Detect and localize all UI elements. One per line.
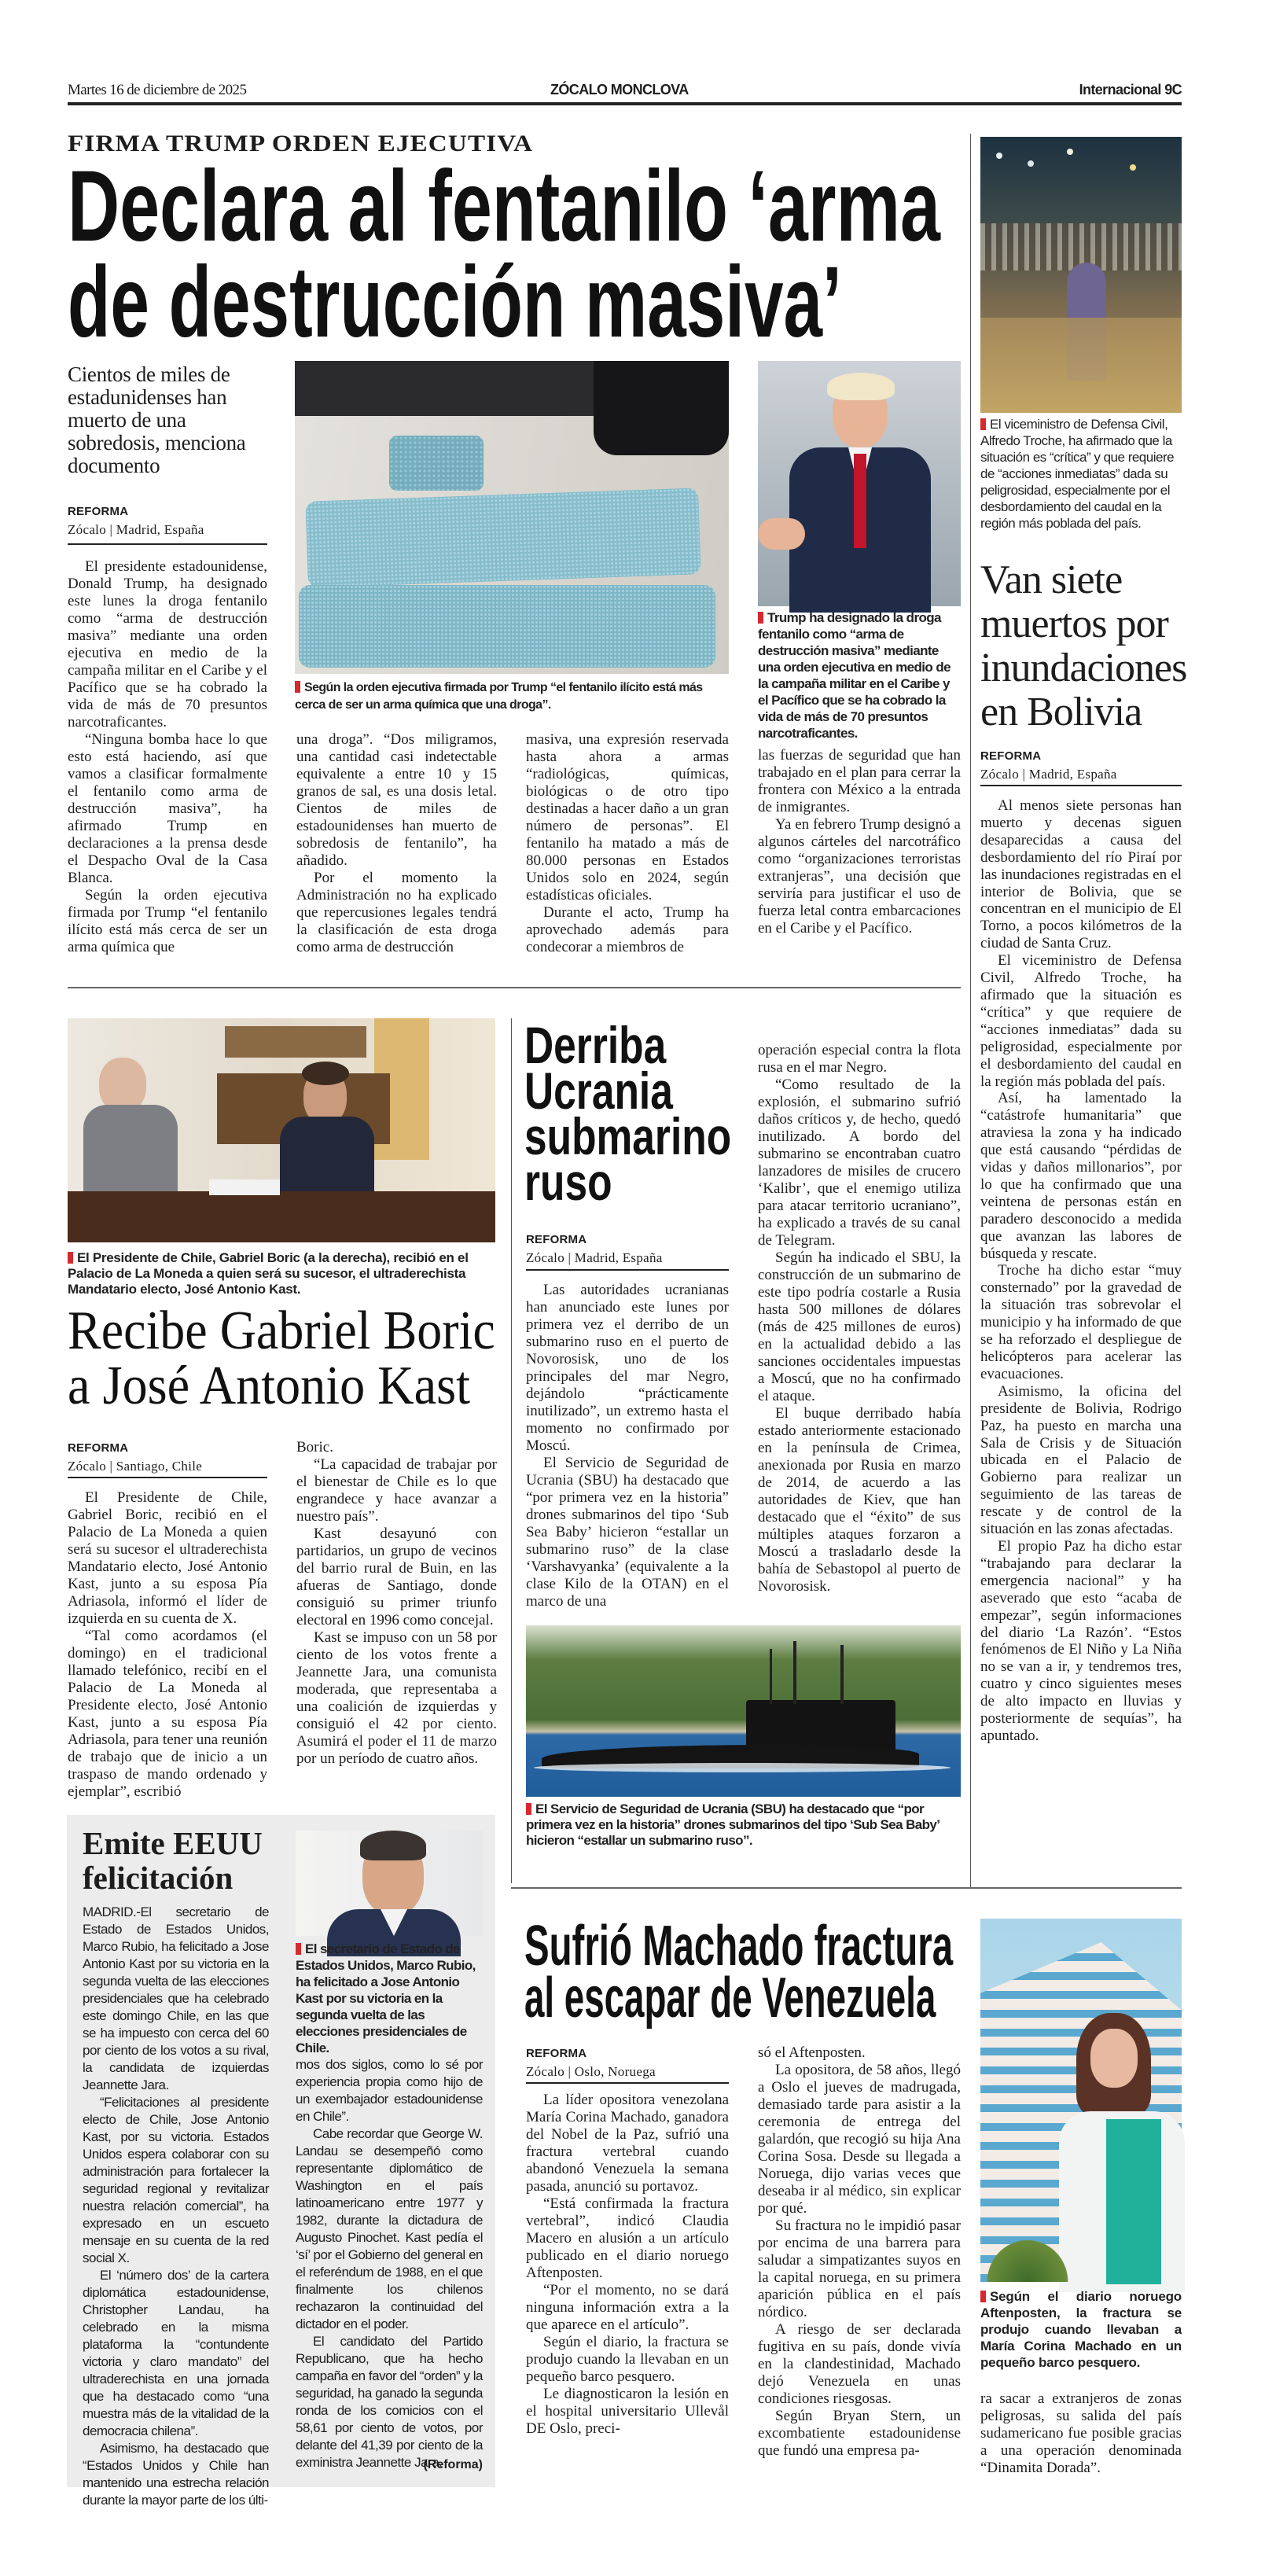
paragraph: El Servicio de Seguridad de Ucrania (SBU) ha destacado que “por primera vez en la historia” drones submarinos del tipo ‘Sub Sea Baby’ hicieron “estallar un submarino ruso” de la clase ‘Varshavyanka’ (equivalente a la clase Kilo de la OTAN) en el marco de una [526,1455,729,1610]
headline-line: al escapar de Venezuela [524,1967,936,2030]
caption-text: Según la orden ejecutiva firmada por Trump “el fentanilo ilícito está más cerca de ser un arma química que una droga”. [295,681,703,712]
paragraph: El ‘número dos’ de la cartera diplomática estadounidense, Christopher Landau, ha celebrado en la misma plataforma la “contundente victoria y claro mandato” del ultraderechista en una jornada que ha destacado como “una muestra más de la vitalidad de la democracia chilena”. [83,2268,269,2438]
paragraph: operación especial contra la flota rusa en el mar Negro. [758,1042,961,1076]
header-rule [68,102,1182,105]
paragraph: Según Bryan Stern, un excombatiente estadounidense que fundó una empresa pa- [758,2408,961,2459]
section-divider [68,987,961,988]
paragraph: Al menos siete personas han muerto y decenas siguen desaparecidas a causa del desbordamiento del río Piraí por las inundaciones registradas en el interior de Bolivia, que se concentran en el municipio de El Torno, a pocos kilómetros de la ciudad de Santa Cruz. [980,797,1182,952]
body-column [980,2390,1182,2493]
body-column [296,1439,497,1801]
paragraph: El presidente estadounidense, Donald Trump, ha designado este lunes la droga fentanilo como “arma de destrucción masiva” mediante una orden ejecutiva en medio de la campaña militar en el Caribe y el Pacífico que se ha cobrado la vida de más de 70 presuntos narcotraficantes. [68,558,267,730]
paragraph: Troche ha dicho estar “muy consternado” por la gravedad de la situación tras sobrevolar el municipio y ha informado de que se ha reforzado el despliegue de helicópteros para acelerar las evacuaciones. [980,1262,1182,1382]
photo-caption [296,1941,483,2056]
body-column [296,731,497,955]
paragraph: masiva, una expresión reservada hasta ahora a armas “radiológicas, químicas, biológicas o de otro tipo destinadas a hacer daño a un gran número de personas”. El fentanilo ha matado a más de 80.000 personas en Estados Unidos solo en 2024, según estadísticas oficiales. [526,731,729,903]
body-column [758,2044,961,2501]
boric-kast-photo [68,1018,495,1242]
caption-marker [758,612,763,624]
body-column [526,2092,729,2501]
photo-caption [68,1250,495,1297]
byline-rule [68,543,267,545]
headline-line: Sufrió Machado fractura [524,1915,954,1978]
headline-line: submarino [524,1107,732,1165]
caption-text: El Servicio de Seguridad de Ucrania (SBU) ha destacado que “por primera vez en la historia” drones submarinos del tipo ‘Sub Sea Baby’ hicieron “estallar un submarino ruso”. [526,1801,940,1848]
paragraph: Kast desayunó con partidarios, un grupo de vecinos del barrio rural de Buin, en las afueras de Santiago, donde consiguió su primer triunfo electoral en 1996 como concejal. [296,1525,497,1628]
paragraph: Según la orden ejecutiva firmada por Trump “el fentanilo ilícito está más cerca de ser un arma química que [68,887,267,955]
paragraph: A riesgo de ser declarada fugitiva en su país, donde vivía en la clandestinidad, Machado dejó Venezuela en unas condiciones riesgosas. [758,2321,961,2407]
byline-place: Zócalo | Madrid, España [68,522,204,537]
photo-caption [526,1801,961,1849]
machado-photo [980,1919,1182,2282]
paragraph: una droga”. “Dos miligramos, una cantidad casi indetectable equivalente a entre 10 y 15 granos de sal, es una dosis letal. Cientos de miles de estadounidenses han muerto de sobredosis de fentanilo”, ha añadido. [296,731,497,869]
sidebar-box-eeuu [67,1815,495,2508]
body-column [68,558,267,955]
signature: (Reforma) [423,2458,483,2471]
byline-rule [68,1477,267,1478]
paragraph: Cabe recordar que George W. Landau se desempeñó como representante diplomático de Washington en el país latinoamericano entre 1977 y 1982, durante la dictadura de Augusto Pinochet. Kast pedía el ‘sí’ por el Gobierno del general en el referéndum de 1988, en el que finalmente los chilenos rechazaron la continuidad del dictador en el poder. [296,2126,483,2331]
paragraph: Kast se impuso con un 58 por ciento de los votos frente a Jeannette Jara, una comunista moderada, que representaba a una coalición de izquierdas y consiguió el 42 por ciento. Asumirá el poder el 11 de marzo por un período de cuatro años. [296,1629,497,1767]
byline-rule [980,785,1182,786]
byline-rule [526,2082,729,2084]
headline-line: ruso [524,1153,612,1211]
byline-agency: REFORMA [68,1441,129,1455]
caption-marker [68,1252,73,1264]
paragraph: las fuerzas de seguridad que han trabajado en el plan para cerrar la frontera con México a la entrada de inmigrantes. [758,747,961,815]
body-column [68,1489,267,1801]
paragraph: “Ninguna bomba hace lo que esto está haciendo, así que vamos a clasificar formalmente el fentanilo como arma de destrucción masiva”, ha afirmado Trump en declaraciones a la prensa desde el Despacho Oval de la Casa Blanca. [68,731,267,886]
caption-text: El secretario de Estado de Estados Unidos, Marco Rubio, ha felicitado a Jose Antonio Kast por su victoria en la segunda vuelta de las elecciones presidenciales de Chile. [296,1941,476,2055]
column-divider [970,134,971,1887]
paragraph: Ya en febrero Trump designó a algunos cárteles del narcotráfico como “organizaciones terroristas extranjeras”, una decisión que serviría para justificar el uso de fuerza letal contra embarcaciones en el Caribe y el Pacífico. [758,816,961,937]
column-divider [511,1018,512,1883]
paragraph: Así, ha lamentado la “catástrofe humanitaria” que atraviesa la zona y ha indicado que está causando “pérdidas de vidas y daños millonarios”, por lo que ha confirmado que una veintena de personas están en paradero desconocido a medida que avanzan las labores de búsqueda y rescate. [980,1090,1182,1262]
paragraph: El candidato del Partido Republicano, que ha hecho campaña en favor del “orden” y la seguridad, ha ganado la segunda ronda de los comicios con el 58,61 por ciento de votos, por delante del 41,39 por ciento de la exministra Jeannette Jara. [296,2334,483,2470]
caption-text: El Presidente de Chile, Gabriel Boric (a la derecha), recibió en el Palacio de La Moneda a quien será su sucesor, el ultraderechista Mandatario electo, José Antonio Kast. [68,1250,469,1297]
byline-agency: REFORMA [526,2047,587,2060]
byline-agency: REFORMA [526,1233,587,1246]
headline: Van siete muertos por inundaciones en Bolivia [980,558,1187,734]
caption-marker [296,1943,301,1955]
photo-caption [295,679,729,714]
caption-marker [295,681,300,693]
paragraph: La líder opositora venezolana María Corina Machado, ganadora del Nobel de la Paz, sufrió una fractura vertebral cuando abandonó Venezuela la semana pasada, anunció su portavoz. [526,2092,729,2195]
byline-place: Zócalo | Madrid, España [980,767,1117,782]
paragraph: La opositora, de 58 años, llegó a Oslo el jueves de madrugada, demasiado tarde para asistir a la ceremonia de entrega del galardón, que recogió su hija Ana Corina Sosa. Desde su llegada a Noruega, dijo varias veces que deseaba ir al médico, sin explicar por qué. [758,2062,961,2217]
rubio-photo [296,1831,483,1936]
byline-rule [526,1269,729,1271]
box-headline: Emite EEUU felicitación [83,1825,263,1896]
section-page: Internacional 9C [1079,82,1182,98]
kicker: FIRMA TRUMP ORDEN EJECUTIVA [68,131,534,156]
paragraph: Durante el acto, Trump ha aprovechado además para condecorar a miembros de [526,904,729,955]
byline-agency: REFORMA [980,749,1042,763]
headline-line: a José Antonio Kast [68,1356,471,1416]
byline-place: Zócalo | Oslo, Noruega [526,2064,656,2079]
paragraph: Asimismo, ha destacado que “Estados Unidos y Chile han mantenido una estrecha relación durante la mayor parte de los últi- [83,2441,269,2508]
paragraph: mos dos siglos, como lo sé por experiencia propia como hijo de un exembajador estadounidense en Chile”. [296,2057,483,2124]
caption-marker [980,2291,986,2302]
paragraph: “La capacidad de trabajar por el bienestar de Chile es lo que engrandece y hace avanzar a nuestro país”. [296,1456,497,1525]
headline-line: Derriba [524,1016,667,1074]
paragraph: “Felicitaciones al presidente electo de Chile, Jose Antonio Kast, por su victoria. Estados Unidos espera colaborar con su administración para fortalecer la seguridad regional y revitalizar nuestra relación comercial”, ha expresado en un escueto mensaje en su cuenta de la red social X. [83,2095,269,2265]
body-column [83,1904,269,2508]
headline-line: Ucrania [524,1062,673,1120]
photo-caption [980,416,1182,532]
byline-place: Zócalo | Madrid, España [526,1250,663,1265]
caption-marker [526,1803,531,1815]
paragraph: Boric. [296,1439,333,1455]
page-date: Martes 16 de diciembre de 2025 [68,82,247,98]
paragraph: “Por el momento, no se dará ninguna información extra a la que aparece en el artículo”. [526,2282,729,2333]
headline-line: Declara al fentanilo ‘arma [68,150,940,263]
photo-caption [980,2288,1182,2371]
body-column [758,1042,961,1612]
photo-caption [758,609,961,742]
caption-text: El viceministro de Defensa Civil, Alfredo Troche, ha afirmado que la situación es “crítica” y que requiere de “acciones inmediatas” dada su peligrosidad, especialmente por el desbordamiento del caudal en la región más poblada del país. [980,417,1175,531]
section-divider [511,1887,1182,1889]
paragraph: El Presidente de Chile, Gabriel Boric, recibió en el Palacio de La Moneda a quien será su sucesor el ultraderechista Mandatario electo, José Antonio Kast, junto a su esposa Pía Adriasola, informó el líder de izquierda en su cuenta de X. [68,1489,267,1627]
paragraph: El propio Paz ha dicho estar “trabajando para declarar la emergencia nacional” y ha aseverado que esto “acaba de empezar”, según informaciones del diario ‘La Razón’. “Estos fenómenos de El Niño y La Niña no se van a ir, y tendremos tres, cuatro y cinco siguientes meses de alto impacto en lluvias y posteriormente de sequías”, ha apuntado. [980,1537,1182,1744]
paragraph: “Tal como acordamos (el domingo) en el tradicional llamado telefónico, recibí en el Palacio de La Moneda al Presidente electo, José Antonio Kast, junto a su esposa Pía Adriasola, para tener una reunión de trabajo que de inicio a un traspaso de mando ordenado y ejemplar”, escribió [68,1628,267,1800]
paragraph: “Como resultado de la explosión, el submarino sufrió daños críticos y, de hecho, quedó inutilizado. A bordo del submarino se encontraban cuatro lanzadores de misiles de crucero ‘Kalibr’, que el enemigo utiliza para atacar territorio ucraniano”, ha explicado a través de su canal de Telegram. [758,1076,961,1249]
paragraph: Asimismo, la oficina del presidente de Bolivia, Rodrigo Paz, ha puesto en marcha una Sala de Crisis y de Situación ubicada en el Palacio de Gobierno para realizar un seguimiento de las tareas de rescate y de control de la situación en las zonas afectadas. [980,1382,1182,1538]
paragraph: Según ha indicado el SBU, la construcción de un submarino de este tipo podría costarle a Rusia hasta 500 millones de dólares (más de 425 millones de euros) en la actualidad debido a las sanciones occidentales impuestas a Moscú, que no ha confirmado el ataque. [758,1249,961,1404]
caption-marker [980,418,986,430]
body-column [526,731,729,955]
caption-text: Según el diario noruego Aftenposten, la fractura se produjo cuando llevaban a María Corina Machado en un pequeño barco pesquero. [980,2289,1182,2370]
paragraph: Le diagnosticaron la lesión en el hospital universitario Ullevål DE Oslo, preci- [526,2386,729,2437]
paragraph: Su fractura no le impidió pasar por encima de una barrera para saludar a simpatizantes suyos en la capital noruega, en su primera aparición pública en el país nórdico. [758,2217,961,2320]
paragraph: El viceministro de Defensa Civil, Alfredo Troche, ha afirmado que la situación es “crítica” y que requiere de “acciones inmediatas” dada su peligrosidad, especialmente por el desbordamiento del caudal en la región más poblada del país. [980,952,1182,1090]
paragraph: Según el diario, la fractura se produjo cuando la llevaban en un pequeño barco pesquero. [526,2334,729,2385]
paragraph: MADRID.-El secretario de Estado de Estados Unidos, Marco Rubio, ha felicitado a Jose Antonio Kast por su victoria en la segunda vuelta de las elecciones presidenciales que ha celebrado este domingo Chile, en las que se ha impuesto con cerca del 60 por ciento de los votos a su rival, la candidata de izquierdas Jeannette Jara. [83,1904,269,2092]
paragraph: só el Aftenposten. [758,2044,866,2061]
submarine-photo [526,1625,961,1797]
paragraph: El buque derribado había estado anteriormente estacionado en la península de Crimea, anexionada por Rusia en marzo de 2014, de acuerdo a las autoridades de Kiev, que han destacado que el “éxito” de sus múltiples ataques forzaron a Moscú a trasladarlo desde la bahía de Sebastopol al puerto de Novorosisk. [758,1405,961,1595]
headline-line: Recibe Gabriel Boric [68,1301,495,1361]
body-column [758,747,961,950]
byline-place: Zócalo | Santiago, Chile [68,1459,203,1474]
flood-photo [980,137,1182,413]
paragraph: Por el momento la Administración no ha explicado que repercusiones legales tendrá la clasificación de esta droga como arma de destrucción [296,870,497,955]
body-column [526,1282,729,1612]
caption-text: Trump ha designado la droga fentanilo como “arma de destrucción masiva” mediante una orden ejecutiva en medio de la campaña militar en el Caribe y el Pacífico que se ha cobrado la vida de más de 70 presuntos narcotraficantes. [758,610,951,741]
paragraph: ra sacar a extranjeros de zonas peligrosas, su salida del país sudamericano fue posible gracias a una operación denominada “Dinamita Dorada”. [980,2390,1182,2476]
deck: Cientos de miles de estadunidenses han muerto de una sobredosis, menciona documento [68,362,246,477]
headline-line: de destrucción masiva’ [68,246,842,359]
fentanyl-photo [295,361,729,674]
paragraph: Las autoridades ucranianas han anunciado este lunes por primera vez el derribo de un submarino ruso en el puerto de Novorosisk, uno de los principales del mar Negro, dejándolo “prácticamente inutilizado”, un extremo hasta el momento no confirmado por Moscú. [526,1282,729,1454]
trump-photo [758,361,961,606]
byline-agency: REFORMA [68,505,129,518]
body-column [980,797,1182,1875]
paragraph: “Está confirmada la fractura vertebral”, indicó Claudia Macero en alusión a un artículo publicado en el diario noruego Aftenposten. [526,2195,729,2281]
newspaper-name: ZÓCALO MONCLOVA [550,82,689,98]
